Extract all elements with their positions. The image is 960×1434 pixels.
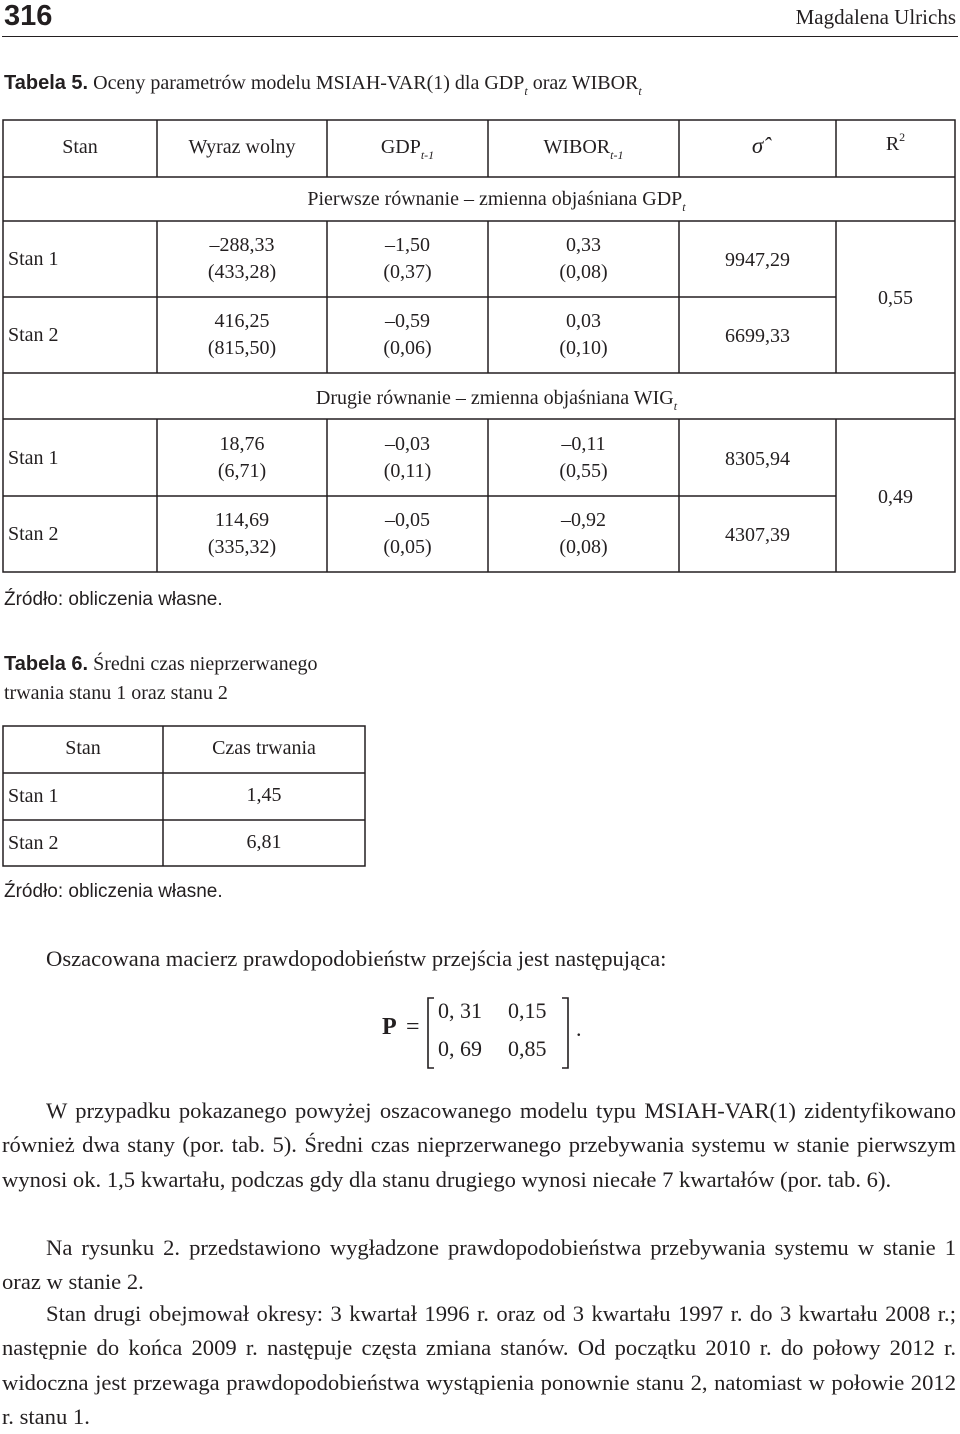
eq2-row2-gdp-value: –0,05 <box>385 509 430 531</box>
eq2-row1-wibor <box>488 431 679 485</box>
eq1-row1-stan: Stan 1 <box>8 248 59 270</box>
matrix-r2c2: 0,85 <box>508 1036 547 1061</box>
table5-caption-text: Oceny parametrów modelu MSIAH-VAR(1) dla GDP <box>88 72 525 94</box>
col-header-gdp <box>327 134 488 161</box>
table5-source: Źródło: obliczenia własne. <box>4 589 223 610</box>
eq2-row1-wibor-se: (0,55) <box>559 460 608 482</box>
table6-caption-label: Tabela 6. <box>4 653 89 675</box>
table5-caption <box>4 72 642 98</box>
eq1-title <box>157 186 836 213</box>
eq2-row2-wibor <box>488 507 679 561</box>
eq1-row2-gdp-value: –0,59 <box>385 310 430 332</box>
eq1-row1-gdp-value: –1,50 <box>385 234 430 256</box>
transition-matrix <box>382 994 602 1074</box>
table5-caption-label: Tabela 5. <box>4 72 89 94</box>
eq1-row1-gdp-se: (0,37) <box>383 261 432 283</box>
col-header-r2 <box>836 131 955 158</box>
table6-caption-line2: trwania stanu 1 oraz stanu 2 <box>4 682 228 704</box>
col-header-r2-text: R <box>885 133 900 155</box>
eq2-title-sub: t <box>673 399 678 413</box>
eq1-row1-wibor-value: 0,33 <box>566 234 601 256</box>
matrix-period: . <box>576 1016 582 1041</box>
eq1-row2-c-se: (815,50) <box>207 337 277 359</box>
eq1-row1-wibor-se: (0,08) <box>559 261 608 283</box>
eq2-row2-wibor-value: –0,92 <box>561 509 606 531</box>
eq1-row1-c <box>157 232 327 286</box>
col-header-gdp-sub: t-1 <box>420 148 435 162</box>
eq2-r2: 0,49 <box>878 486 913 508</box>
eq2-row1-gdp-value: –0,03 <box>385 433 430 455</box>
eq1-row1-c-se: (433,28) <box>207 261 277 283</box>
eq1-row2-gdp-se: (0,06) <box>383 337 432 359</box>
eq1-row1-gdp <box>327 232 488 286</box>
eq2-row2-stan: Stan 2 <box>8 523 59 545</box>
col-header-wibor <box>488 134 679 161</box>
col-header-r2-sup: 2 <box>899 130 906 144</box>
col-header-wibor-text: WIBOR <box>543 136 611 158</box>
col-header-gdp-text: GDP <box>380 136 421 158</box>
paragraph-2: Na rysunku 2. przedstawiono wygładzone prawdopodobieństwa przebywania systemu w stanie 1 oraz w stanie 2. <box>2 1235 956 1295</box>
matrix-r1c2: 0,15 <box>508 998 547 1023</box>
paragraph-3: Stan drugi obejmował okresy: 3 kwartał 1996 r. oraz od 3 kwartału 1997 r. do 3 kwartału 2008 r.; następnie do końca 2009 r. następuje częsta zmiana stanów. Od początku 2010 r. do połowy 2012 r. widoczna jest przewaga prawdopodobieństwa wystąpienia ponownie stanu 2, natomiast w połowie 2012 r. stanu 1. <box>2 1301 956 1429</box>
eq1-row1-wibor <box>488 232 679 286</box>
eq2-row2-gdp <box>327 507 488 561</box>
paragraph-1: W przypadku pokazanego powyżej oszacowanego modelu typu MSIAH-VAR(1) zidentyfikowano również dwa stany (por. tab. 5). Średni czas nieprzerwanego przebywania systemu w stanie pierwszym wynosi ok. 1,5 kwartału, podczas gdy dla stanu drugiego wynosi niecałe 7 kwartałów (por. tab. 6). <box>2 1098 956 1192</box>
eq2-row2-wibor-se: (0,08) <box>559 536 608 558</box>
eq1-row2-wibor <box>488 308 679 362</box>
eq2-title <box>157 385 836 412</box>
running-header-author: Magdalena Ulrichs <box>795 5 956 29</box>
table5-caption-sub1: t <box>524 84 528 98</box>
eq2-row1-gdp-se: (0,11) <box>383 460 432 482</box>
eq1-row2-sigma: 6699,33 <box>725 325 790 347</box>
table6-caption <box>4 650 317 708</box>
matrix-equals: = <box>406 1014 420 1040</box>
eq1-row2-wibor-se: (0,10) <box>559 337 608 359</box>
table5 <box>2 119 956 573</box>
table6-row1-stan: Stan 1 <box>8 785 59 807</box>
table6-col-header-czas: Czas trwania <box>212 737 316 759</box>
table6-row2-czas: 6,81 <box>246 831 282 853</box>
matrix-symbol: P <box>382 1014 397 1040</box>
eq1-row1-sigma: 9947,29 <box>725 249 790 271</box>
eq1-title-sub: t <box>682 200 686 214</box>
eq1-row2-c <box>157 308 327 362</box>
table6-row2-stan: Stan 2 <box>8 832 59 854</box>
col-header-stan: Stan <box>62 136 98 158</box>
eq1-row2-gdp <box>327 308 488 362</box>
eq2-row1-c-se: (6,71) <box>217 460 267 482</box>
eq2-row1-gdp <box>327 431 488 485</box>
eq2-row1-c-value: 18,76 <box>219 433 265 455</box>
table6-caption-line1: Średni czas nieprzerwanego <box>88 653 318 675</box>
header-rule <box>2 36 958 37</box>
page-number: 316 <box>4 0 53 32</box>
eq2-row2-c <box>157 507 327 561</box>
matrix-r1c1: 0, 31 <box>438 998 482 1023</box>
eq2-row1-sigma: 8305,94 <box>725 448 790 470</box>
eq1-title-text: Pierwsze równanie – zmienna objaśniana GDP <box>307 188 683 210</box>
eq1-row1-c-value: –288,33 <box>209 234 275 256</box>
table6-col-header-stan: Stan <box>65 737 101 759</box>
eq1-row2-wibor-value: 0,03 <box>566 310 601 332</box>
col-header-wibor-sub: t-1 <box>610 148 624 162</box>
eq2-row2-c-se: (335,32) <box>207 536 277 558</box>
eq1-row2-stan: Stan 2 <box>8 324 59 346</box>
eq1-row2-c-value: 416,25 <box>214 310 270 332</box>
eq2-row2-gdp-se: (0,05) <box>383 536 432 558</box>
col-header-wyraz-wolny: Wyraz wolny <box>188 136 296 158</box>
eq2-title-text: Drugie równanie – zmienna objaśniana WIG <box>315 387 674 409</box>
table5-caption-sub2: t <box>638 84 642 98</box>
eq2-row1-stan: Stan 1 <box>8 447 59 469</box>
table5-caption-mid: oraz WIBOR <box>527 72 639 94</box>
eq2-row2-c-value: 114,69 <box>214 509 270 531</box>
eq1-r2: 0,55 <box>878 287 913 309</box>
col-header-sigma: σ̂ <box>751 133 764 158</box>
table6-row1-czas: 1,45 <box>246 784 282 806</box>
matrix-r2c1: 0, 69 <box>438 1036 482 1061</box>
eq2-row1-c <box>157 431 327 485</box>
table6-source: Źródło: obliczenia własne. <box>4 881 223 902</box>
table6 <box>2 725 366 867</box>
eq2-row2-sigma: 4307,39 <box>725 524 790 546</box>
eq2-row1-wibor-value: –0,11 <box>561 433 606 455</box>
matrix-intro: Oszacowana macierz prawdopodobieństw przejścia jest następująca: <box>46 946 667 971</box>
